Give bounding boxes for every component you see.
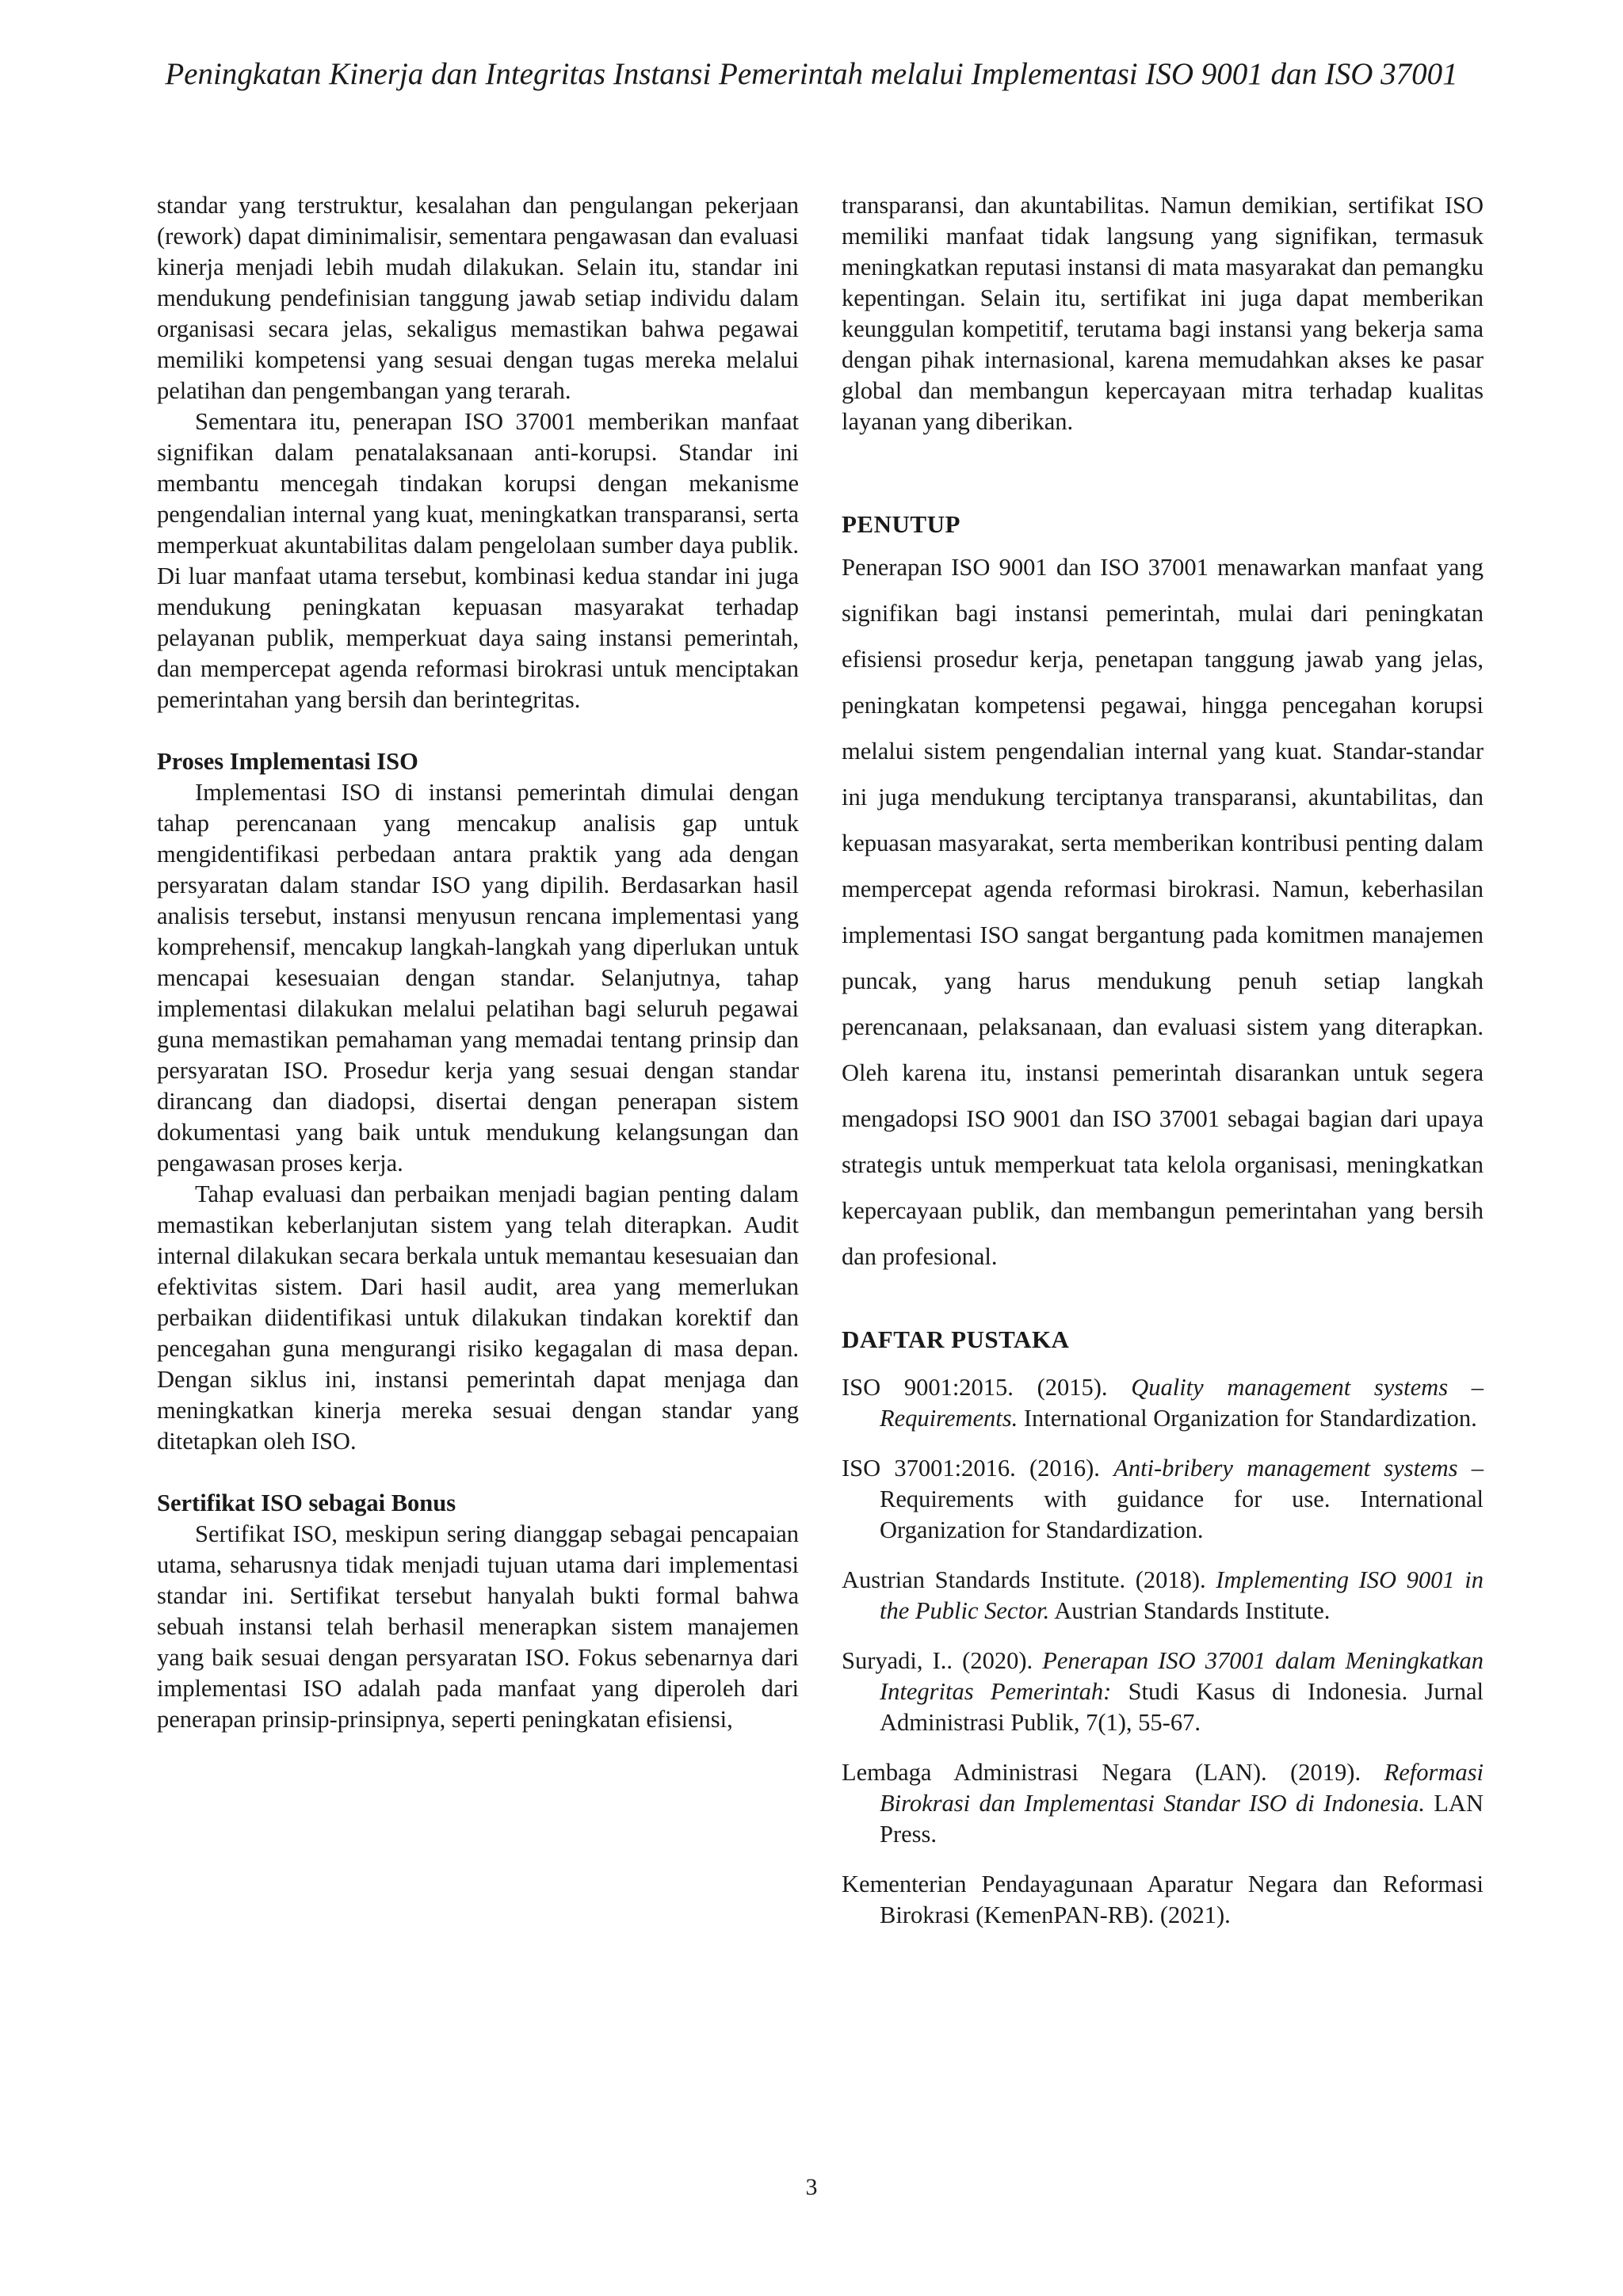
reference-item: Suryadi, I.. (2020). Penerapan ISO 37001 dalam Meningkatkan Integritas Pemerintah: Studi Kasus di Indonesia. Jurnal Administrasi Publik, 7(1), 55-67. xyxy=(842,1647,1484,1736)
reference-list xyxy=(842,1372,1484,1931)
paragraph: Tahap evaluasi dan perbaikan menjadi bagian penting dalam memastikan keberlanjutan sistem yang telah diterapkan. Audit internal dilakukan secara berkala untuk memantau kesesuaian dan efektivitas sistem. Dari hasil audit, area yang memerlukan perbaikan diidentifikasi untuk dilakukan tindakan korektif dan pencegahan guna mengurangi risiko kegagalan di masa depan. Dengan siklus ini, instansi pemerintah dapat menjaga dan meningkatkan kinerja mereka sesuai dengan standar yang ditetapkan oleh ISO. xyxy=(157,1180,799,1455)
reference-item: Lembaga Administrasi Negara (LAN). (2019). Reformasi Birokrasi dan Implementasi Standar ISO di Indonesia. LAN Press. xyxy=(842,1759,1484,1848)
section-heading-sertifikat: Sertifikat ISO sebagai Bonus xyxy=(157,1489,456,1516)
reference-item: Austrian Standards Institute. (2018). Implementing ISO 9001 in the Public Sector. Austrian Standards Institute. xyxy=(842,1566,1484,1624)
running-header: Peningkatan Kinerja dan Integritas Instansi Pemerintah melalui Implementasi ISO 9001 dan ISO 37001 xyxy=(165,57,1458,91)
reference-item: ISO 37001:2016. (2016). Anti-bribery management systems – Requirements with guidance for use. International Organization for Standardization. xyxy=(842,1455,1484,1543)
right-column xyxy=(842,190,1484,1950)
paragraph: Sementara itu, penerapan ISO 37001 memberikan manfaat signifikan dalam penatalaksanaan anti-korupsi. Standar ini membantu mencegah tindakan korupsi dengan mekanisme pengendalian internal yang kuat, meningkatkan transparansi, serta memperkuat akuntabilitas dalam pengelolaan sumber daya publik. Di luar manfaat utama tersebut, kombinasi kedua standar ini juga mendukung peningkatan kepuasan masyarakat terhadap pelayanan publik, memperkuat daya saing instansi pemerintah, dan mempercepat agenda reformasi birokrasi untuk menciptakan pemerintahan yang bersih dan berintegritas. xyxy=(157,408,799,713)
section-heading-penutup: PENUTUP xyxy=(842,510,960,538)
paragraph-penutup: Penerapan ISO 9001 dan ISO 37001 menawarkan manfaat yang signifikan bagi instansi pemerintah, mulai dari peningkatan efisiensi prosedur kerja, penetapan tanggung jawab yang jelas, peningkatan kompetensi pegawai, hingga pencegahan korupsi melalui sistem pengendalian internal yang kuat. Standar-standar ini juga mendukung terciptanya transparansi, akuntabilitas, dan kepuasan masyarakat, serta memberikan kontribusi penting dalam mempercepat agenda reformasi birokrasi. Namun, keberhasilan implementasi ISO sangat bergantung pada komitmen manajemen puncak, yang harus mendukung penuh setiap langkah perencanaan, pelaksanaan, dan evaluasi sistem yang diterapkan. Oleh karena itu, instansi pemerintah disarankan untuk segera mengadopsi ISO 9001 dan ISO 37001 sebagai bagian dari upaya strategis untuk memperkuat tata kelola organisasi, meningkatkan kepercayaan publik, dan membangun pemerintahan yang bersih dan profesional. xyxy=(842,554,1484,1270)
left-column xyxy=(157,190,799,1735)
reference-item: Kementerian Pendayagunaan Aparatur Negara dan Reformasi Birokrasi (KemenPAN-RB). (2021). xyxy=(842,1871,1484,1928)
reference-item: ISO 9001:2015. (2015). Quality management systems – Requirements. International Organization for Standardization. xyxy=(842,1374,1484,1432)
paragraph: Sertifikat ISO, meskipun sering dianggap sebagai pencapaian utama, seharusnya tidak menjadi tujuan utama dari implementasi standar ini. Sertifikat tersebut hanyalah bukti formal bahwa sebuah instansi telah berhasil menerapkan sistem manajemen yang baik sesuai dengan persyaratan ISO. Fokus sebenarnya dari implementasi ISO adalah pada manfaat yang diperoleh dari penerapan prinsip-prinsipnya, seperti peningkatan efisiensi, xyxy=(157,1520,799,1733)
section-heading-proses: Proses Implementasi ISO xyxy=(157,748,418,775)
paragraph: standar yang terstruktur, kesalahan dan pengulangan pekerjaan (rework) dapat diminimalisir, sementara pengawasan dan evaluasi kinerja menjadi lebih mudah dilakukan. Selain itu, standar ini mendukung pendefinisian tanggung jawab setiap individu dalam organisasi secara jelas, sekaligus memastikan bahwa pegawai memiliki kompetensi yang sesuai dengan tugas mereka melalui pelatihan dan pengembangan yang terarah. xyxy=(157,192,799,404)
page-number: 3 xyxy=(805,2174,818,2200)
paragraph: Implementasi ISO di instansi pemerintah dimulai dengan tahap perencanaan yang mencakup analisis gap untuk mengidentifikasi perbedaan antara praktik yang ada dengan persyaratan dalam standar ISO yang dipilih. Berdasarkan hasil analisis tersebut, instansi menyusun rencana implementasi yang komprehensif, mencakup langkah-langkah yang diperlukan untuk mencapai kesesuaian dengan standar. Selanjutnya, tahap implementasi dilakukan melalui pelatihan bagi seluruh pegawai guna memastikan pemahaman yang memadai tentang prinsip dan persyaratan ISO. Prosedur kerja yang sesuai dengan standar dirancang dan diadopsi, disertai dengan penerapan sistem dokumentasi yang baik untuk mendukung kelangsungan dan pengawasan proses kerja. xyxy=(157,779,799,1177)
paragraph: transparansi, dan akuntabilitas. Namun demikian, sertifikat ISO memiliki manfaat tidak langsung yang signifikan, termasuk meningkatkan reputasi instansi di mata masyarakat dan pemangku kepentingan. Selain itu, sertifikat ini juga dapat memberikan keunggulan kompetitif, terutama bagi instansi yang bekerja sama dengan pihak internasional, karena memudahkan akses ke pasar global dan membangun kepercayaan mitra terhadap kualitas layanan yang diberikan. xyxy=(842,192,1484,435)
section-heading-daftar-pustaka: DAFTAR PUSTAKA xyxy=(842,1325,1070,1353)
